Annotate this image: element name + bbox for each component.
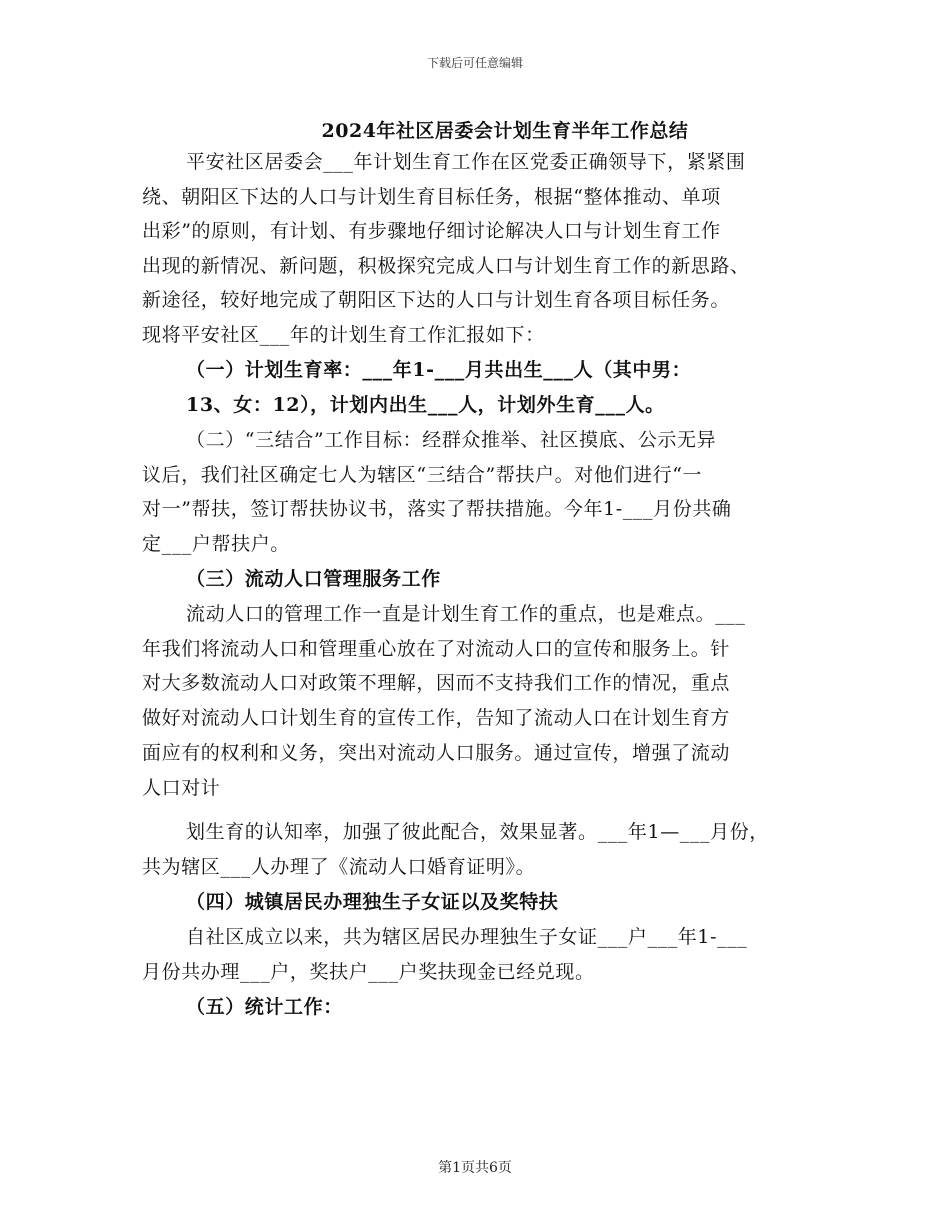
page-number: 第1页共6页 bbox=[438, 1160, 512, 1176]
section-heading-5: （五）统计工作： bbox=[186, 996, 343, 1018]
paragraph-line: 面应有的权利和义务，突出对流动人口服务。通过宣传，增强了流动 bbox=[142, 742, 731, 764]
paragraph-line: 新途径，较好地完成了朝阳区下达的人口与计划生育各项目标任务。 bbox=[142, 289, 731, 311]
document-title: 2024年社区居委会计划生育半年工作总结 bbox=[321, 120, 689, 142]
paragraph-line: 现将平安社区___年的计划生育工作汇报如下： bbox=[142, 324, 545, 346]
header-note: 下载后可任意编辑 bbox=[426, 56, 523, 70]
paragraph-line: 月份共办理___户，奖扶户___户奖扶现金已经兑现。 bbox=[142, 961, 595, 983]
paragraph-line: 划生育的认知率，加强了彼此配合，效果显著。___年1—___月份， bbox=[186, 821, 769, 843]
paragraph-line: 年我们将流动人口和管理重心放在了对流动人口的宣传和服务上。针 bbox=[142, 638, 731, 660]
paragraph-line: 平安社区居委会___年计划生育工作在区党委正确领导下，紧紧围 bbox=[186, 151, 746, 173]
paragraph-line: 流动人口的管理工作一直是计划生育工作的重点，也是难点。___ bbox=[186, 603, 746, 625]
section-heading-3: （三）流动人口管理服务工作 bbox=[186, 568, 441, 590]
section-heading-1: （一）计划生育率：___年1-___月共出生___人（其中男： bbox=[186, 359, 692, 381]
paragraph-line: 对一”帮扶，签订帮扶协议书，落实了帮扶措施。今年1-___月份共确 bbox=[142, 498, 732, 520]
paragraph-line: 自社区成立以来，共为辖区居民办理独生子女证___户___年1-___ bbox=[186, 926, 748, 948]
paragraph-line: 对大多数流动人口对政策不理解，因而不支持我们工作的情况，重点 bbox=[142, 672, 731, 694]
paragraph-line: 出现的新情况、新问题，积极探究完成人口与计划生育工作的新思路、 bbox=[142, 255, 750, 277]
paragraph-line: 议后，我们社区确定七人为辖区“三结合”帮扶户。对他们进行“一 bbox=[142, 464, 703, 486]
paragraph-line: 出彩”的原则，有计划、有步骤地仔细讨论解决人口与计划生育工作 bbox=[142, 220, 721, 242]
section-heading-1-continued: 13、女：12），计划内出生___人，计划外生育___人。 bbox=[186, 394, 665, 416]
paragraph-line: 定___户帮扶户。 bbox=[142, 533, 290, 555]
paragraph-line: 绕、朝阳区下达的人口与计划生育目标任务，根据“整体推动、单项 bbox=[142, 186, 721, 208]
section-heading-4: （四）城镇居民办理独生子女证以及奖特扶 bbox=[186, 891, 559, 913]
paragraph-line: 人口对计 bbox=[142, 777, 221, 799]
paragraph-line: 共为辖区___人办理了《流动人口婚育证明》。 bbox=[142, 856, 536, 878]
paragraph-line: （二）“三结合”工作目标：经群众推举、社区摸底、公示无异 bbox=[186, 429, 717, 451]
paragraph-line: 做好对流动人口计划生育的宣传工作，告知了流动人口在计划生育方 bbox=[142, 707, 731, 729]
